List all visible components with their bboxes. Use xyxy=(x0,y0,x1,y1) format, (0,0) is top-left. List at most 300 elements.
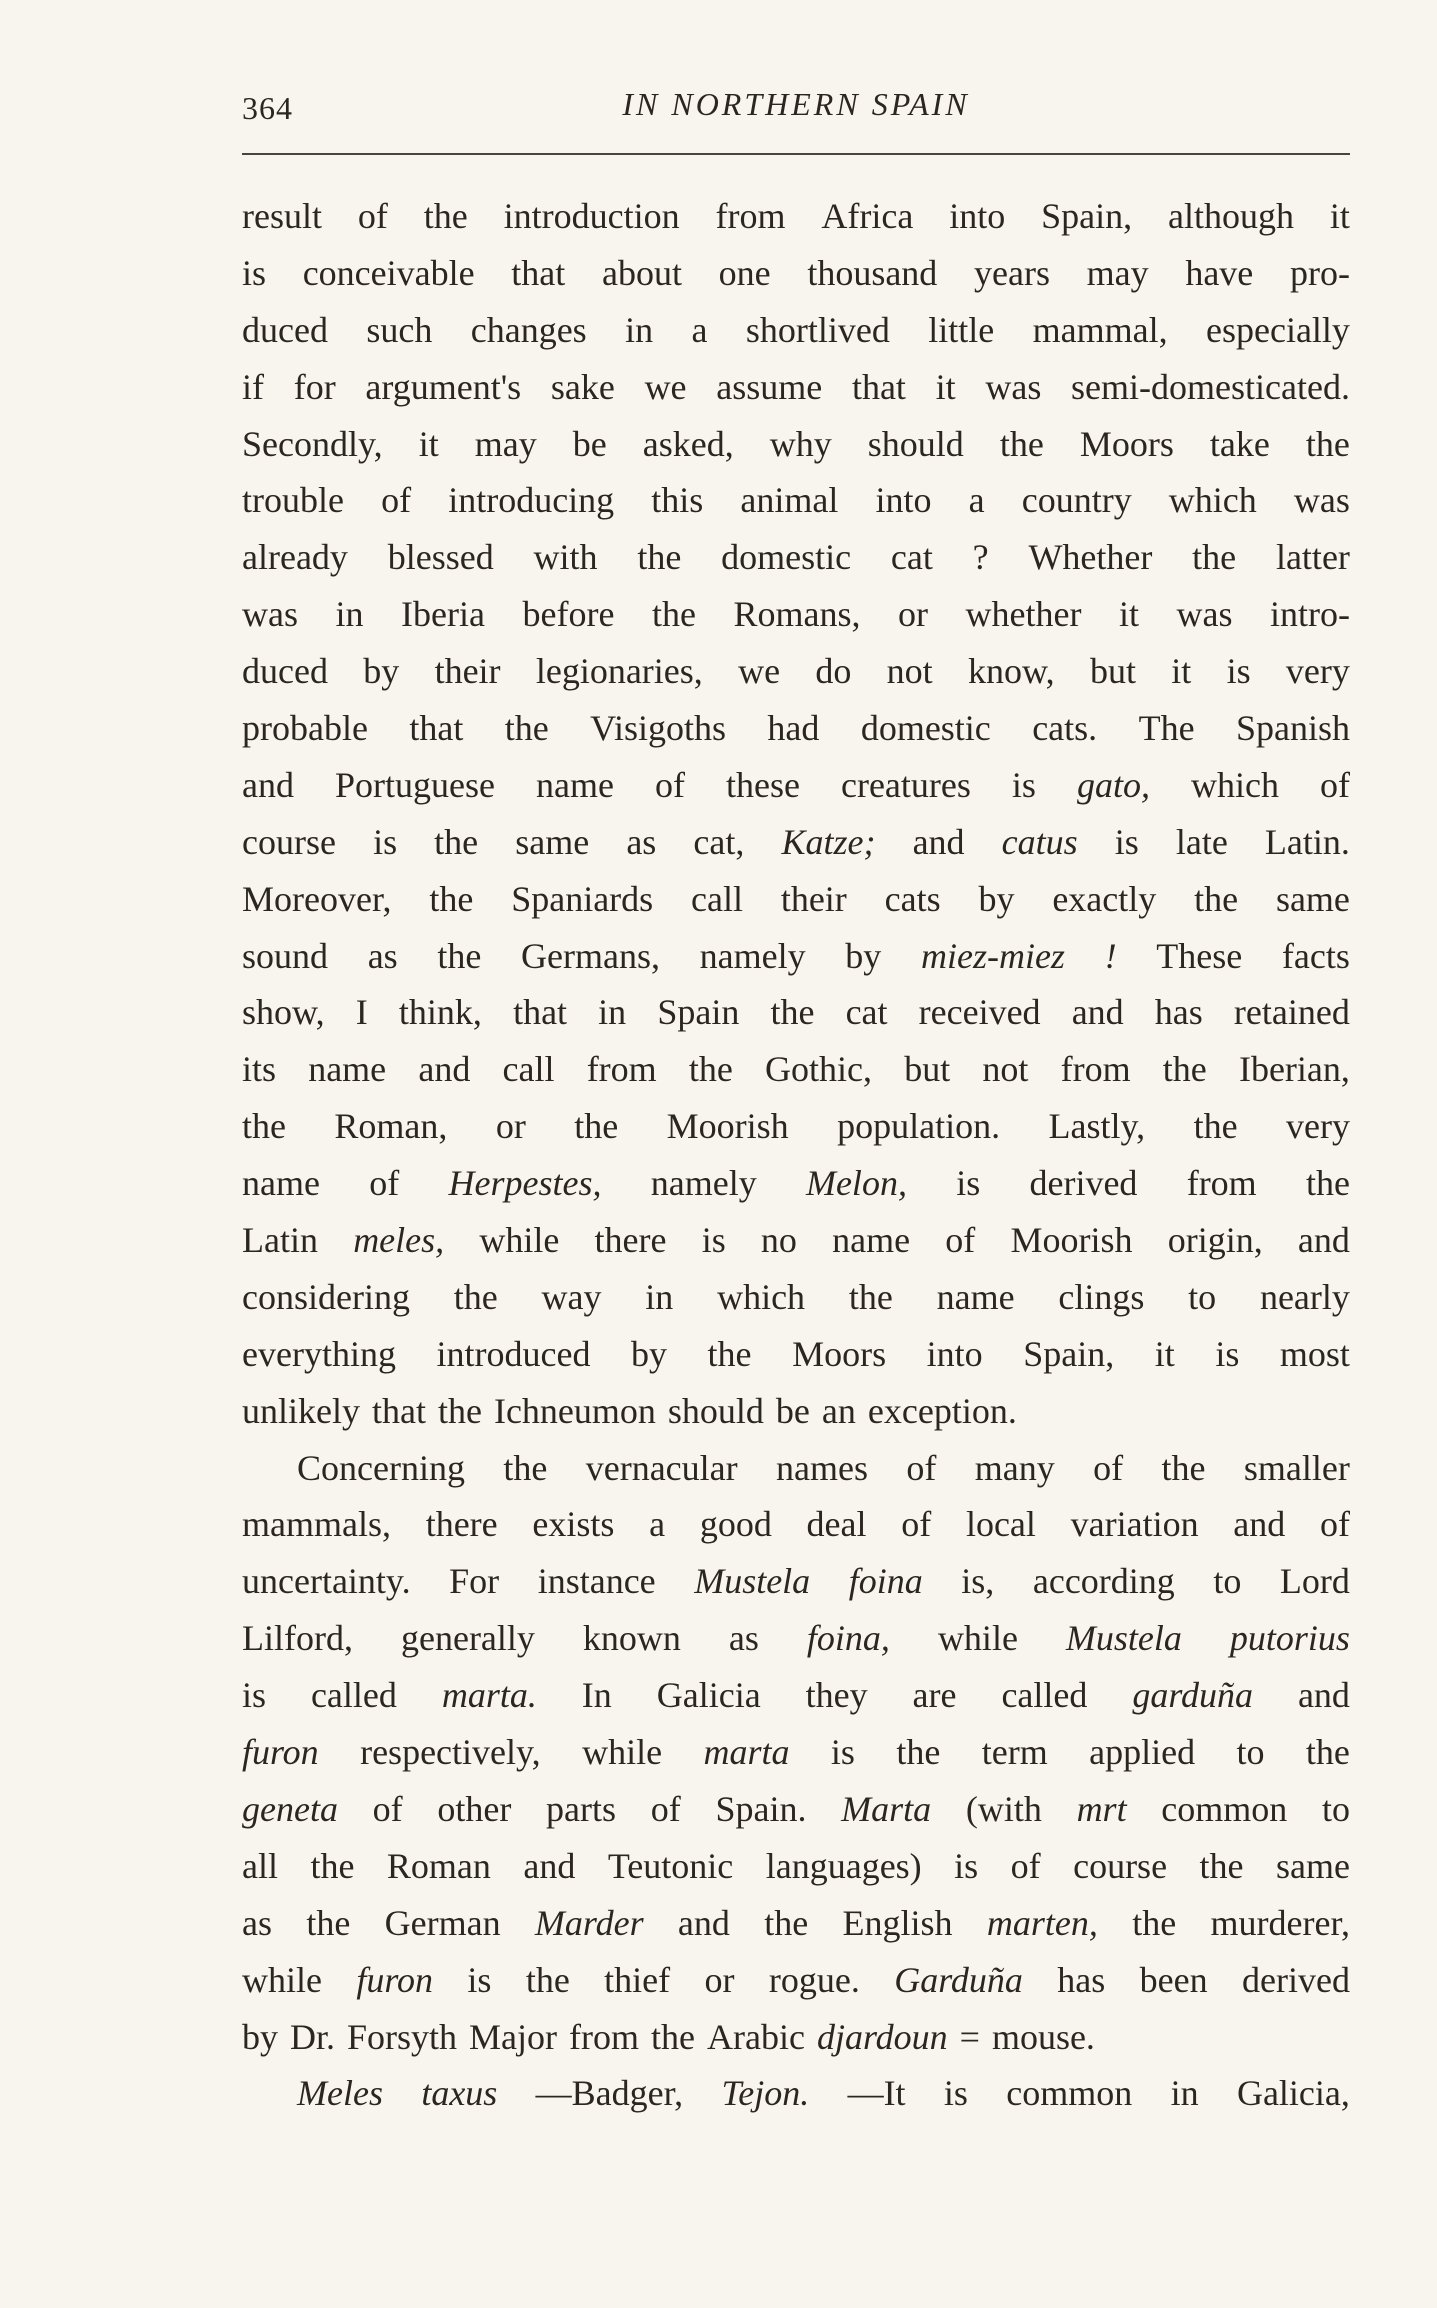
word: conceivable xyxy=(302,252,475,293)
word: shortlived xyxy=(745,309,890,350)
word: according xyxy=(1032,1561,1175,1602)
word: Iberian, xyxy=(1238,1049,1350,1090)
word: the xyxy=(437,1390,482,1431)
word: been xyxy=(1139,1959,1208,2000)
italic-word: meles, xyxy=(353,1220,445,1261)
word: to xyxy=(1321,1788,1350,1829)
word: uncertainty. xyxy=(242,1561,411,1602)
word: that xyxy=(851,366,906,407)
word: Visigoths xyxy=(590,708,727,749)
word: very xyxy=(1285,651,1350,692)
word: vernacular xyxy=(585,1447,738,1488)
word: although xyxy=(1168,196,1295,236)
italic-word: Mustela xyxy=(1065,1618,1182,1659)
text-line xyxy=(242,529,1350,586)
word: introduction xyxy=(503,196,680,236)
word: semi-domesticated. xyxy=(1071,366,1350,407)
word: know, xyxy=(967,651,1055,692)
word: one xyxy=(718,252,771,293)
word: Spain, xyxy=(1041,196,1133,236)
word: —Badger, xyxy=(535,2073,684,2114)
text-line xyxy=(242,1440,1350,1497)
word: all xyxy=(242,1845,278,1886)
text-line xyxy=(242,188,1350,245)
word: be xyxy=(572,423,607,464)
word: of xyxy=(945,1220,976,1261)
word: while xyxy=(582,1732,663,1773)
word: variation xyxy=(1070,1504,1199,1545)
italic-word: Meles xyxy=(297,2073,383,2114)
word: same xyxy=(1275,878,1350,919)
word: is xyxy=(242,252,267,293)
word: Whether xyxy=(1028,537,1153,578)
word: name xyxy=(832,1220,911,1261)
word: it xyxy=(1171,651,1192,692)
word: mammal, xyxy=(1032,309,1168,350)
text-line xyxy=(242,245,1350,302)
word: cat, xyxy=(693,821,745,862)
text-line xyxy=(242,1610,1350,1667)
italic-word: marten, xyxy=(986,1902,1098,1943)
word: deal xyxy=(806,1504,867,1545)
word: rogue. xyxy=(768,1959,860,2000)
word: the xyxy=(1192,537,1237,578)
word: Teutonic xyxy=(607,1845,734,1886)
word: sake xyxy=(550,366,615,407)
word: of xyxy=(369,1163,400,1204)
word: assume xyxy=(716,366,823,407)
word: Ichneumon xyxy=(493,1390,656,1431)
word: the xyxy=(1162,1049,1207,1090)
word: languages) xyxy=(765,1845,922,1886)
word: it xyxy=(1329,196,1350,236)
word: good xyxy=(699,1504,772,1545)
word: and xyxy=(1297,1220,1350,1261)
word: while xyxy=(937,1618,1018,1659)
word: the xyxy=(503,1447,548,1488)
italic-word: taxus xyxy=(421,2073,498,2114)
word: is xyxy=(373,821,398,862)
word: cats xyxy=(884,878,941,919)
running-head xyxy=(242,82,1350,132)
word: which xyxy=(1168,480,1257,521)
word: latter xyxy=(1275,537,1350,578)
body-text xyxy=(242,188,1350,2122)
word: changes xyxy=(470,309,587,350)
word: call xyxy=(502,1049,555,1090)
word: is xyxy=(954,1845,979,1886)
word: whether xyxy=(965,594,1082,635)
word: Moors xyxy=(1079,423,1174,464)
word: the xyxy=(429,878,474,919)
word: in xyxy=(625,309,654,350)
word: the xyxy=(434,821,479,862)
word: their xyxy=(434,651,501,692)
text-line xyxy=(242,814,1350,871)
word: no xyxy=(760,1220,797,1261)
word: is xyxy=(1114,821,1139,862)
word: the xyxy=(306,1902,351,1943)
word: by xyxy=(242,2016,278,2057)
word: of xyxy=(1320,1504,1350,1545)
word: or xyxy=(495,1106,526,1147)
word: generally xyxy=(400,1618,535,1659)
word: creatures xyxy=(840,764,971,805)
word: Major xyxy=(469,2016,558,2057)
word: same xyxy=(515,821,590,862)
word: by xyxy=(631,1333,667,1374)
text-line xyxy=(242,472,1350,529)
word: namely xyxy=(699,935,806,976)
word: These xyxy=(1156,935,1243,976)
text-line xyxy=(242,1781,1350,1838)
word: to xyxy=(1188,1276,1217,1317)
text-line xyxy=(242,1553,1350,1610)
italic-word: marta. xyxy=(441,1675,537,1716)
word: blessed xyxy=(387,537,494,578)
word: have xyxy=(1185,252,1254,293)
text-line xyxy=(242,984,1350,1041)
word: cats. xyxy=(1032,708,1098,749)
word: the xyxy=(651,594,696,635)
word: its xyxy=(242,1049,277,1090)
text-line xyxy=(242,586,1350,643)
word: intro- xyxy=(1270,594,1350,635)
word: the xyxy=(1199,1845,1244,1886)
word: in xyxy=(645,1276,674,1317)
word: derived xyxy=(1242,1959,1350,2000)
text-line xyxy=(242,1098,1350,1155)
word: course xyxy=(242,821,336,862)
text-line xyxy=(242,416,1350,473)
word: which xyxy=(717,1276,806,1317)
word: is xyxy=(1215,1333,1240,1374)
italic-word: foina xyxy=(848,1561,923,1602)
word: was xyxy=(1293,480,1350,521)
word: an xyxy=(821,1390,856,1431)
word: Moorish xyxy=(1010,1220,1133,1261)
word: with xyxy=(533,537,598,578)
word: Spain. xyxy=(715,1788,807,1829)
word: Latin. xyxy=(1264,821,1350,862)
word: from xyxy=(586,1049,657,1090)
word: should xyxy=(667,1390,764,1431)
word: the xyxy=(310,1845,355,1886)
word: the xyxy=(637,537,682,578)
word: Moorish xyxy=(666,1106,789,1147)
word: and xyxy=(242,764,294,805)
word: namely xyxy=(650,1163,757,1204)
word: Roman, xyxy=(334,1106,448,1147)
word: but xyxy=(904,1049,951,1090)
word: the xyxy=(651,2016,695,2057)
italic-word: mrt xyxy=(1076,1788,1127,1829)
word: into xyxy=(949,196,1006,236)
text-line xyxy=(242,871,1350,928)
word: animal xyxy=(740,480,839,521)
word: parts xyxy=(546,1788,617,1829)
italic-word: putorius xyxy=(1229,1618,1350,1659)
text-line xyxy=(242,700,1350,757)
word: the xyxy=(999,423,1044,464)
text-line xyxy=(242,1326,1350,1383)
word: is xyxy=(1011,764,1036,805)
word: by xyxy=(978,878,1015,919)
word: the xyxy=(1305,423,1350,464)
word: names xyxy=(776,1447,868,1488)
word: duced xyxy=(242,309,328,350)
italic-word: marta xyxy=(703,1732,790,1773)
word: and xyxy=(1297,1675,1350,1716)
word: as xyxy=(626,821,657,862)
word: introduced xyxy=(436,1333,591,1374)
word: show, xyxy=(242,992,325,1033)
word: cat xyxy=(845,992,888,1033)
word: Galicia xyxy=(656,1675,761,1716)
word: to xyxy=(1213,1561,1242,1602)
word: before xyxy=(522,594,615,635)
word: in xyxy=(1170,2073,1199,2114)
word: from xyxy=(1060,1049,1131,1090)
word: Arabic xyxy=(706,2016,805,2057)
word: not xyxy=(982,1049,1029,1090)
word: is xyxy=(467,1959,492,2000)
text-line xyxy=(242,2065,1350,2122)
italic-word: catus xyxy=(1001,821,1078,862)
word: course xyxy=(1073,1845,1168,1886)
word: into xyxy=(926,1333,983,1374)
word: duced xyxy=(242,651,328,692)
word: is xyxy=(956,1163,981,1204)
word: is, xyxy=(961,1561,995,1602)
word: are xyxy=(912,1675,957,1716)
word: this xyxy=(651,480,704,521)
word: we xyxy=(738,651,781,692)
word: do xyxy=(815,651,852,692)
word: thousand xyxy=(807,252,938,293)
word: the xyxy=(688,1049,733,1090)
word: the xyxy=(437,935,482,976)
text-line xyxy=(242,928,1350,985)
word: cat xyxy=(890,537,933,578)
word: of xyxy=(381,480,412,521)
word: the xyxy=(242,1106,286,1147)
word: murderer, xyxy=(1210,1902,1350,1943)
word: that xyxy=(511,252,566,293)
word: —It xyxy=(847,2073,906,2114)
word: same xyxy=(1275,1845,1350,1886)
word: the xyxy=(1194,878,1239,919)
word: the xyxy=(896,1732,941,1773)
word: way xyxy=(541,1276,602,1317)
italic-word: Katze; xyxy=(781,821,876,862)
text-line xyxy=(242,1667,1350,1724)
word: origin, xyxy=(1167,1220,1263,1261)
italic-word: Tejon. xyxy=(721,2073,810,2114)
word: called xyxy=(1001,1675,1088,1716)
text-line xyxy=(242,359,1350,416)
word: is xyxy=(943,2073,968,2114)
word: Lilford, xyxy=(242,1618,353,1659)
word: Dr. xyxy=(290,2016,335,2057)
word: may xyxy=(1086,252,1149,293)
word: has xyxy=(1154,992,1203,1033)
text-line xyxy=(242,1269,1350,1326)
word: applied xyxy=(1089,1732,1196,1773)
word: already xyxy=(242,537,348,578)
word: known xyxy=(582,1618,681,1659)
text-line xyxy=(242,1724,1350,1781)
word: or xyxy=(704,1959,735,2000)
word: a xyxy=(968,480,985,521)
word: argument's xyxy=(365,366,522,407)
word: In xyxy=(581,1675,612,1716)
italic-word: Melon, xyxy=(805,1163,907,1204)
word: by xyxy=(363,651,400,692)
word: country xyxy=(1021,480,1132,521)
italic-word: Marder xyxy=(534,1902,644,1943)
word: and xyxy=(1071,992,1124,1033)
word: Latin xyxy=(242,1220,318,1261)
italic-word: gato, xyxy=(1076,764,1150,805)
text-line xyxy=(242,302,1350,359)
word: Spain, xyxy=(1023,1333,1115,1374)
word: mouse. xyxy=(991,2016,1095,2057)
word: take xyxy=(1209,423,1270,464)
word: For xyxy=(449,1561,500,1602)
word: a xyxy=(649,1504,666,1545)
word: from xyxy=(569,2016,639,2057)
word: common xyxy=(1006,2073,1133,2114)
word: late xyxy=(1175,821,1228,862)
word: Forsyth xyxy=(347,2016,458,2057)
word: and xyxy=(912,821,965,862)
word: not xyxy=(886,651,933,692)
word: little xyxy=(928,309,995,350)
word: name xyxy=(936,1276,1015,1317)
word: Gothic, xyxy=(765,1049,873,1090)
word: the xyxy=(1161,1447,1206,1488)
italic-word: miez-miez xyxy=(920,935,1065,976)
word: their xyxy=(780,878,847,919)
text-line xyxy=(242,1155,1350,1212)
text-line xyxy=(242,643,1350,700)
word: such xyxy=(366,309,433,350)
word: it xyxy=(1154,1333,1175,1374)
word: Roman xyxy=(386,1845,491,1886)
word: these xyxy=(726,764,800,805)
text-line xyxy=(242,1895,1350,1952)
word: Secondly, xyxy=(242,423,383,464)
word: the xyxy=(525,1959,570,2000)
word: of xyxy=(654,764,685,805)
word: to xyxy=(1236,1732,1265,1773)
word: that xyxy=(409,708,464,749)
word: the xyxy=(1305,1163,1350,1204)
word: term xyxy=(981,1732,1048,1773)
word: Iberia xyxy=(401,594,485,635)
word: pro- xyxy=(1289,252,1350,293)
word: name xyxy=(242,1163,320,1204)
word: about xyxy=(601,252,682,293)
word: and xyxy=(523,1845,576,1886)
word: is xyxy=(1226,651,1251,692)
word: we xyxy=(644,366,687,407)
text-line xyxy=(242,1838,1350,1895)
word: probable xyxy=(242,708,368,749)
word: think, xyxy=(398,992,482,1033)
word: the xyxy=(1305,1732,1350,1773)
word: common xyxy=(1161,1788,1288,1829)
word: the xyxy=(764,1902,809,1943)
word: many xyxy=(974,1447,1055,1488)
word: facts xyxy=(1281,935,1350,976)
word: received xyxy=(918,992,1041,1033)
word: other xyxy=(437,1788,512,1829)
word: respectively, xyxy=(360,1732,541,1773)
word: and xyxy=(418,1049,471,1090)
word: Germans, xyxy=(521,935,660,976)
word: local xyxy=(965,1504,1036,1545)
word: Spain xyxy=(657,992,740,1033)
italic-word: Marta xyxy=(841,1788,932,1829)
word: in xyxy=(598,992,627,1033)
word: was xyxy=(1176,594,1233,635)
text-line xyxy=(242,1952,1350,2009)
word: be xyxy=(775,1390,810,1431)
word: is xyxy=(242,1675,267,1716)
word: of xyxy=(1093,1447,1124,1488)
word: name xyxy=(536,764,614,805)
word: Spaniards xyxy=(511,878,654,919)
word: clings xyxy=(1058,1276,1145,1317)
italic-word: Mustela xyxy=(694,1561,811,1602)
word: (with xyxy=(965,1788,1042,1829)
word: thief xyxy=(604,1959,671,2000)
word: exactly xyxy=(1052,878,1157,919)
word: smaller xyxy=(1243,1447,1350,1488)
word: I xyxy=(355,992,368,1033)
word: exists xyxy=(532,1504,615,1545)
word: trouble xyxy=(242,480,344,521)
word: of xyxy=(1319,764,1350,805)
word: name xyxy=(308,1049,387,1090)
word: may xyxy=(474,423,537,464)
text-line xyxy=(242,1496,1350,1553)
header-rule xyxy=(242,153,1350,155)
word: everything xyxy=(242,1333,396,1374)
word: Lastly, xyxy=(1048,1106,1146,1147)
word: call xyxy=(691,878,743,919)
italic-word: Garduña xyxy=(894,1959,1023,2000)
word: the xyxy=(453,1276,498,1317)
word: they xyxy=(805,1675,868,1716)
word: considering xyxy=(242,1276,410,1317)
italic-word: Herpestes, xyxy=(448,1163,602,1204)
word: of xyxy=(372,1788,403,1829)
word: most xyxy=(1279,1333,1350,1374)
word: or xyxy=(897,594,928,635)
word: Africa xyxy=(821,196,914,236)
word: Spanish xyxy=(1235,708,1350,749)
word: Lord xyxy=(1279,1561,1350,1602)
word: years xyxy=(974,252,1050,293)
word: which xyxy=(1190,764,1279,805)
word: that xyxy=(371,1390,426,1431)
italic-word: ! xyxy=(1104,935,1117,976)
word: from xyxy=(1186,1163,1257,1204)
word: population. xyxy=(837,1106,1001,1147)
